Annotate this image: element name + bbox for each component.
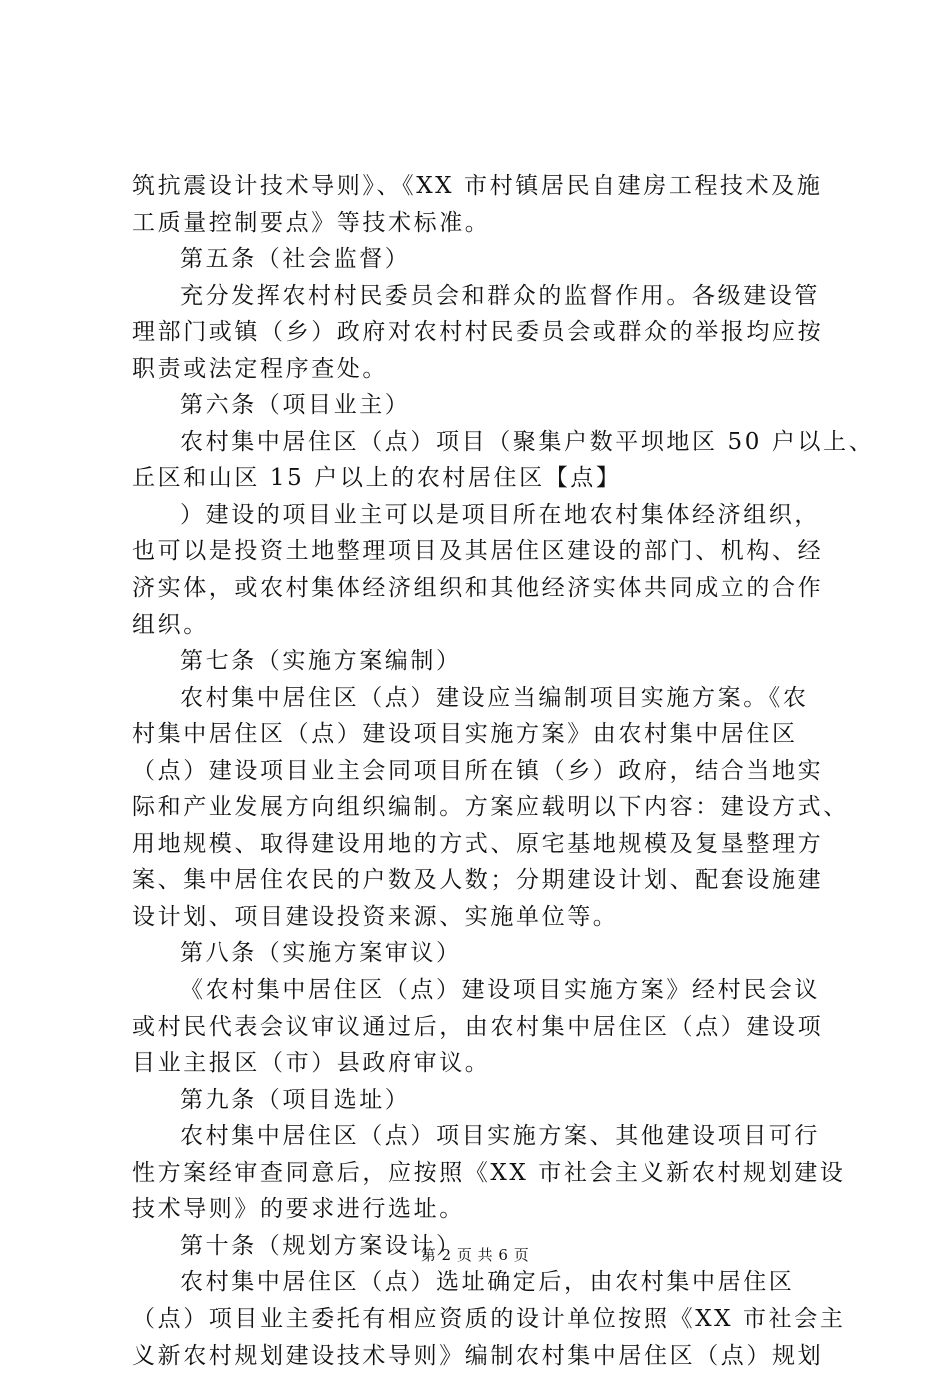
- text-line: （点）项目业主委托有相应资质的设计单位按照《XX 市社会主: [132, 1301, 832, 1338]
- paragraph-start: 农村集中居住区（点）项目（聚集户数平坝地区 50 户以上、: [132, 424, 832, 461]
- paragraph-start: 充分发挥农村村民委员会和群众的监督作用。各级建设管: [132, 278, 832, 315]
- text-line: 际和产业发展方向组织编制。方案应载明以下内容：建设方式、: [132, 789, 832, 826]
- text-line: 济实体，或农村集体经济组织和其他经济实体共同成立的合作: [132, 570, 832, 607]
- article-heading: 第八条（实施方案审议）: [132, 935, 832, 972]
- paragraph-start: 农村集中居住区（点）建设应当编制项目实施方案。《农: [132, 680, 832, 717]
- text-line: 村集中居住区（点）建设项目实施方案》由农村集中居住区: [132, 716, 832, 753]
- text-line: 用地规模、取得建设用地的方式、原宅基地规模及复垦整理方: [132, 826, 832, 863]
- text-line: 性方案经审查同意后，应按照《XX 市社会主义新农村规划建设: [132, 1155, 832, 1192]
- text-line: 也可以是投资土地整理项目及其居住区建设的部门、机构、经: [132, 533, 832, 570]
- text-line: 或村民代表会议审议通过后，由农村集中居住区（点）建设项: [132, 1009, 832, 1046]
- article-heading: 第九条（项目选址）: [132, 1082, 832, 1119]
- text-line: 案、集中居住农民的户数及人数；分期建设计划、配套设施建: [132, 862, 832, 899]
- page-number-footer: 第 2 页 共 6 页: [0, 1244, 950, 1265]
- text-line: 职责或法定程序查处。: [132, 351, 832, 388]
- text-line: 设计划、项目建设投资来源、实施单位等。: [132, 899, 832, 936]
- text-line: 丘区和山区 15 户以上的农村居住区【点】: [132, 460, 832, 497]
- article-heading: 第六条（项目业主）: [132, 387, 832, 424]
- text-line: 义新农村规划建设技术导则》编制农村集中居住区（点）规划: [132, 1338, 832, 1374]
- article-heading: 第七条（实施方案编制）: [132, 643, 832, 680]
- document-body: [132, 168, 832, 1374]
- article-heading: 第五条（社会监督）: [132, 241, 832, 278]
- text-line: 技术导则》的要求进行选址。: [132, 1191, 832, 1228]
- text-line: 理部门或镇（乡）政府对农村村民委员会或群众的举报均应按: [132, 314, 832, 351]
- paragraph-start: 农村集中居住区（点）项目实施方案、其他建设项目可行: [132, 1118, 832, 1155]
- text-line: 筑抗震设计技术导则》、《XX 市村镇居民自建房工程技术及施: [132, 168, 832, 205]
- text-line: 工质量控制要点》等技术标准。: [132, 205, 832, 242]
- text-line: 目业主报区（市）县政府审议。: [132, 1045, 832, 1082]
- paragraph-start: 农村集中居住区（点）选址确定后，由农村集中居住区: [132, 1264, 832, 1301]
- article-heading: 第十条（规划方案设计）: [132, 1228, 832, 1265]
- paragraph-start: 《农村集中居住区（点）建设项目实施方案》经村民会议: [132, 972, 832, 1009]
- text-line: 组织。: [132, 607, 832, 644]
- text-line: （点）建设项目业主会同项目所在镇（乡）政府，结合当地实: [132, 753, 832, 790]
- text-line: ）建设的项目业主可以是项目所在地农村集体经济组织，: [132, 497, 832, 534]
